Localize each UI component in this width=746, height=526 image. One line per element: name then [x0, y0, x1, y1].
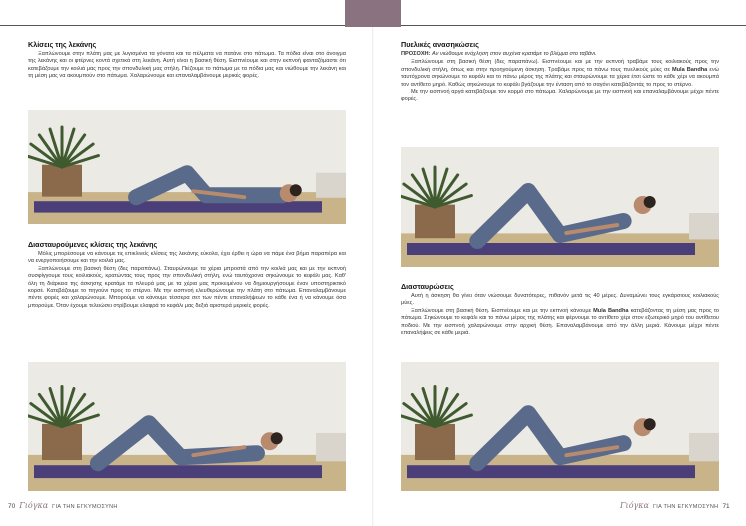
- plant-pot: [415, 205, 455, 239]
- right-footer: [620, 501, 730, 510]
- warning-label: ΠΡΟΣΟΧΗ:: [401, 51, 431, 57]
- yoga-mat: [407, 243, 695, 255]
- pelvic-lift-text-b: ενώ ταυτόχρονα σηκώνουμε το κεφάλι και το πάνω μέρος της πλάτης και σταυρώνουμε τα χέρια έτσι ώστε το κάθε χέρι να ακουμπά τον αντίθετο μηρό. Καθώς σηκώνουμε το κεφάλι βγάζουμε την ένταση από το σαγόνι κατεβάζοντάς το προς το στέρνο.: [401, 66, 719, 88]
- left-page-section2: [28, 240, 346, 310]
- header-rule-right: [401, 25, 746, 26]
- right-page-section2: [401, 282, 719, 337]
- right-footer-brand: Γιόγκα: [620, 501, 649, 510]
- person-hair: [290, 184, 302, 196]
- person-hair: [644, 196, 656, 208]
- right-page-number: 71: [722, 503, 730, 510]
- pelvic-lift-text-2: Με την εισπνοή αργά κατεβάζουμε τον κορμό στο πάτωμα. Χαλαρώνουμε με την εισπνοή και επαναλαμβάνουμε μέχρι πέντε φορές.: [401, 89, 719, 103]
- crossover-text-b: κατεβάζοντας τη μέση μας προς το πάτωμα. Σηκώνουμε το κεφάλι και το πάνω μέρος της πλάτης και φέρνουμε το αντίθετο χέρι στον εξωτερικό μηρό του αντίθετου ποδιού. Με την εισπνοή χαλαρώνουμε στην αρχική θέση. Επαναλαμβάνουμε από την άλλη μεριά. Κάνουμε μέχρι πέντε επαναλήψεις σε κάθε μεριά.: [401, 307, 719, 337]
- left-page-number: 70: [8, 503, 16, 510]
- left-footer-brand: Γιόγκα: [19, 501, 49, 510]
- page-gutter: [372, 27, 374, 526]
- crossed-pelvic-tilt-title: Διασταυρούμενες κλίσεις της λεκάνης: [28, 240, 158, 249]
- header-rule-left: [0, 25, 345, 26]
- right-page: [401, 40, 719, 104]
- left-page: [28, 40, 346, 81]
- cushion: [689, 213, 719, 239]
- crossover-intro: Αυτή η άσκηση θα γίνει όταν νιώσουμε δυνατότερες, πιθανόν μετά τις 40 μέρες. Δυναμώνει τους εγκάρσιους κοιλιακούς μύες.: [401, 293, 719, 307]
- pelvic-lift-photo: [401, 147, 719, 267]
- pelvic-lift-text-a: Ξαπλώνουμε στη βασική θέση (δες παραπάνω). Εισπνέουμε και με την εκπνοή τραβάμε τους κοιλιακούς προς την σπονδυλική στήλη, όπως και στην προηγούμενη άσκηση. Τραβάμε προς τα πάνω τους πυελικούς μύες σε: [401, 59, 719, 73]
- warning-text: Αν νιώθουμε ενόχληση στον αυχένα κρατάμε το βλέμμα στο ταβάνι.: [432, 51, 597, 57]
- left-footer-subtitle: ΓΙΑ ΤΗΝ ΕΓΚΥΜΟΣΥΝΗ: [52, 504, 118, 510]
- mula-bandha-term-1: Mula Bandha: [671, 66, 708, 73]
- left-footer: [8, 501, 118, 510]
- chapter-tab: [345, 0, 401, 27]
- crossover-text-a: Ξαπλώνουμε στη βασική θέση. Εισπνέουμε και με την εκπνοή κάνουμε: [411, 307, 592, 314]
- pelvic-tilt-text: Ξαπλώνουμε στην πλάτη μας με λυγισμένα τα γόνατα και τα πέλματα να πατάνε στο πάτωμα. Τα πόδια είναι στο άνοιγμα της λεκάνης και οι φτέρνες κοντά σχετικά στη λεκάνη. Αυτή είναι η βασική θέση. Εισπνέουμε και στην εκπνοή φανταζόμαστε ότι κατεβάζουμε την κοιλιά μας προς την σπονδυλική μας στήλη. Πιέζουμε το πάτωμα με τα πόδια μας και νιώθουμε την λεκάνη και τη μέση μας να ακουμπούν στο πάτωμα. Χαλαρώνουμε και επαναλαμβάνουμε μερικές φορές.: [28, 51, 346, 80]
- mula-bandha-term-2: Mula Bandha: [593, 307, 629, 314]
- cushion: [316, 433, 346, 461]
- crossover-text: [401, 308, 719, 338]
- cushion: [689, 433, 719, 461]
- crossed-pelvic-tilt-intro: Μόλις μπορέσουμε να κάνουμε τις επικλινείς κλίσεις της λεκάνης εύκολα, έχει έρθει η ώρα να πάμε ένα βήμα παραπέρα και να ενεργοποιήσουμε και την κοιλιά μας.: [28, 251, 346, 265]
- crossover-photo: [401, 362, 719, 491]
- warning-note: [401, 51, 719, 58]
- right-footer-subtitle: ΓΙΑ ΤΗΝ ΕΓΚΥΜΟΣΥΝΗ: [652, 504, 719, 510]
- pelvic-lift-text: [401, 59, 719, 89]
- pelvic-tilt-title: Κλίσεις της λεκάνης: [28, 40, 97, 49]
- crossed-pelvic-tilt-text: Ξαπλώνουμε στη βασική θέση (δες παραπάνω). Σταυρώνουμε τα χέρια μπροστά από την κοιλιά μας και με την εκπνοή συσφίγγουμε τους κοιλιακούς, κρατώντας τους προς την σπονδυλική στήλη, ενώ ταυτόχρονα σηκώνουμε το κεφάλι μας. Καθ' όλη τη διάρκεια της άσκησης κρατάμε τα πλευρά μας με τα χέρια μας προκειμένου να δημιουργήσουμε έναν υποστηρικτικό κορσέ. Κατεβάζουμε το πηγούνι προς το στέρνο. Με την εισπνοή ελευθερώνουμε την πλάτη στο πάτωμα. Επαναλαμβάνουμε πέντε φορές και χαλαρώνουμε. Μπορούμε να κάνουμε τέσσερα σετ των πέντε επαναλήψεων το κάθε ένα ή να κάνουμε όσα μπορούμε. Όταν έχουμε τελειώσει στρίβουμε ελαφρά το κεφάλι μας δεξιά αριστερά μερικές φορές.: [28, 265, 346, 309]
- cushion: [316, 173, 346, 198]
- person-hair: [644, 418, 656, 430]
- plant-pot: [42, 165, 82, 197]
- yoga-mat: [34, 465, 322, 478]
- pelvic-tilt-photo: [28, 110, 346, 224]
- plant-pot: [42, 424, 82, 460]
- person-hair: [271, 432, 283, 444]
- yoga-mat: [407, 465, 695, 478]
- plant-pot: [415, 424, 455, 460]
- crossed-pelvic-tilt-photo: [28, 362, 346, 491]
- crossover-title: Διασταυρώσεις: [401, 282, 454, 291]
- pelvic-lift-title: Πυελικές ανασηκώσεις: [401, 40, 479, 49]
